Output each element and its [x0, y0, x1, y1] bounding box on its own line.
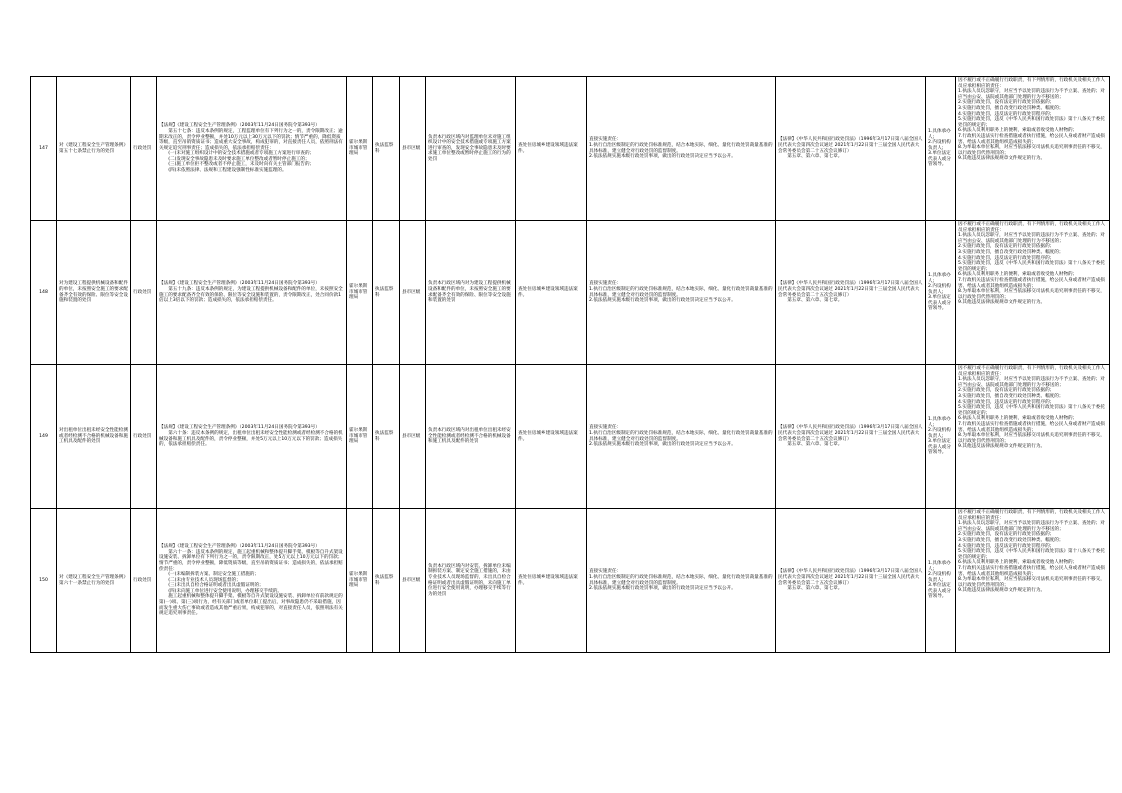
responsibility-items: 直接实施责任： 1.执行自治区级制定的行政处罚标准规范，结合本地实际，细化、量化行政处罚裁量基准的具体标准，建立健全对行政处罚的监督制度。 2.依法依规实施本级行政处罚事项，做出的行政处罚决定应当予以公开。 [587, 77, 776, 221]
item-category: 行政处罚 [131, 221, 157, 365]
legal-basis: 【法规】《建设工程安全生产管理条例》（2003年11月24日国务院令第393号） 第六十一条：违反本条例的规定，施工起重机械和整体提升脚手架、模板等自升式架设设施安装、拆卸单位有下列行为之一的，责令限期改正，处5万元以上10万元以下的罚款；情节严重的，责令停业整顿，降低资质等级，直至吊销资质证书；造成损失的，依法承担赔偿责任： (一)未编制拆装方案、制定安全施工措施的； (二)未由专业技术人员现场监督的； (三)未出具自检合格证明或者出具虚假证明的； (四)未向施工单位进行安全使用说明，办理移交手续的。 施工起重机械和整体提升脚手架、模板等自升式架设设施安装、拆卸单位有前款规定的第(一)项、第(三)项行为，经有关部门或者单位职工提出后，对事故隐患仍不采取措施，因而发生重大伤亡事故或者造成其他严重后果，构成犯罪的，对直接责任人员，依照刑法有关规定追究刑事责任。 [157, 509, 347, 653]
responsibility-subject: 查处住房城乡建设领域违法案件。 [516, 221, 587, 365]
row-index: 148 [31, 221, 57, 365]
table-row [31, 221, 1110, 365]
implementing-department: 霍尔果斯市城市管理局 [347, 77, 373, 221]
responsibility-links: 1.具体承办人; 2.内设机构负责人; 3.单位法定代表人或分管领导。 [926, 365, 956, 509]
table-row [31, 77, 1110, 221]
responsible-office: 执法监察科 [373, 365, 400, 509]
accountability-situations: 因不履行或不正确履行行政职责，有下列情形的，行政机关及相关工作人员应承担相应的责任： 1.执法人员玩忽职守，对应当予以处罚的违法行为不予立案、查处的；对应当由公安、法院或其他部门处理的行为不移送的； 2.实施行政处罚，没有法定的行政处罚依据的； 3.实施行政处罚，擅自改变行政处罚种类、幅度的； 4.实施行政处罚，违反法定的行政处罚程序的； 5.实施行政处罚，违反《中华人民共和国行政处罚法》第十八条关于委托处罚的规定的； 6.执法人员利用职务上的便利，索取或者收受他人财物的； 7.行政机关违法实行检查措施或者执行措施，给公民人身或者财产造成损害、给法人或者其他组织造成损失的； 8.为牟取本单位私利，对应当依法移交司法机关追究刑事责任的不移交，以行政处罚代替刑罚的； 9.其他违反法律法规规章文件规定的行为。 [956, 509, 1110, 653]
responsibility-items: 直接实施责任： 1.执行自治区级制定的行政处罚标准规范，结合本地实际，细化、量化行政处罚裁量基准的具体标准，建立健全对行政处罚的监督制度。 2.依法依规实施本级行政处罚事项，做出的行政处罚决定应当予以公开。 [587, 221, 776, 365]
item-name: 对出租单位出租未经安全性能检测或者经检测不合格的机械设备和施工机具及配件的处罚 [57, 365, 131, 509]
responsibility-subject: 查处住房城乡建设领域违法案件。 [516, 77, 587, 221]
responsibility-subject: 查处住房城乡建设领域违法案件。 [516, 509, 587, 653]
item-content: 负责本行政区域内对监理单位未对施工组织设计中的安全技术措施或专项施工方案进行审查的，发现安全事故隐患未及时要求施工单位整改或暂时停止施工的行为的处罚 [426, 77, 516, 221]
item-category: 行政处罚 [131, 509, 157, 653]
implementing-department: 霍尔果斯市城市管理局 [347, 221, 373, 365]
item-name: 对为建设工程提供机械设备和配件的单位，未按照安全施工的要求配备齐全有效的保险、限位等安全设施和装置的处罚 [57, 221, 131, 365]
responsibility-law-basis: 【法律】《中华人民共和国行政处罚法》（1996年3月17日第八届全国人民代表大会第四次会议通过 2021年1月22日第十三届全国人民代表大会常务委员会第二十五次会议修订） 第五章、第六章、第七章。 [776, 509, 926, 653]
responsibility-items: 直接实施责任： 1.执行自治区级制定的行政处罚标准规范，结合本地实际，细化、量化行政处罚裁量基准的具体标准，建立健全对行政处罚的监督制度。 2.依法依规实施本级行政处罚事项，做出的行政处罚决定应当予以公开。 [587, 509, 776, 653]
responsibility-law-basis: 【法律】《中华人民共和国行政处罚法》（1996年3月17日第八届全国人民代表大会第四次会议通过 2021年1月22日第十三届全国人民代表大会常务委员会第二十五次会议修订） 第五章、第六章、第七章。 [776, 221, 926, 365]
responsible-office: 执法监察科 [373, 509, 400, 653]
power-list-table [30, 76, 1110, 653]
table-row [31, 365, 1110, 509]
responsibility-links: 1.具体承办人; 2.内设机构负责人; 3.单位法定代表人或分管领导。 [926, 221, 956, 365]
responsibility-links: 1.具体承办人; 2.内设机构负责人; 3.单位法定代表人或分管领导。 [926, 509, 956, 653]
item-name: 对《建设工程安全生产管理条例》第五十七条禁止行为的处罚 [57, 77, 131, 221]
item-name: 对《建设工程安全生产管理条例》第六十一条禁止行为的处罚 [57, 509, 131, 653]
item-content: 负责本行政区域内对为建设工程提供机械设备和配件的单位，未按照安全施工的要求配备齐全有效的保险、限位等安全设施和装置的处罚 [426, 221, 516, 365]
row-index: 150 [31, 509, 57, 653]
exercise-level: 县市区级 [400, 365, 426, 509]
exercise-level: 县市区级 [400, 221, 426, 365]
accountability-situations: 因不履行或不正确履行行政职责，有下列情形的，行政机关及相关工作人员应承担相应的责任： 1.执法人员玩忽职守，对应当予以处罚的违法行为不予立案、查处的；对应当由公安、法院或其他部门处理的行为不移送的； 2.实施行政处罚，没有法定的行政处罚依据的； 3.实施行政处罚，擅自改变行政处罚种类、幅度的； 4.实施行政处罚，违反法定的行政处罚程序的； 5.实施行政处罚，违反《中华人民共和国行政处罚法》第十八条关于委托处罚的规定的； 6.执法人员利用职务上的便利，索取或者收受他人财物的； 7.行政机关违法实行检查措施或者执行措施，给公民人身或者财产造成损害、给法人或者其他组织造成损失的； 8.为牟取本单位私利，对应当依法移交司法机关追究刑事责任的不移交，以行政处罚代替刑罚的； 9.其他违反法律法规规章文件规定的行为。 [956, 77, 1110, 221]
exercise-level: 县市区级 [400, 77, 426, 221]
responsible-office: 执法监察科 [373, 77, 400, 221]
responsibility-law-basis: 【法律】《中华人民共和国行政处罚法》（1996年3月17日第八届全国人民代表大会第四次会议通过 2021年1月22日第十三届全国人民代表大会常务委员会第二十五次会议修订） 第五章、第六章、第七章。 [776, 365, 926, 509]
exercise-level: 县市区级 [400, 509, 426, 653]
responsibility-subject: 查处住房城乡建设领域违法案件。 [516, 365, 587, 509]
row-index: 147 [31, 77, 57, 221]
implementing-department: 霍尔果斯市城市管理局 [347, 365, 373, 509]
accountability-situations: 因不履行或不正确履行行政职责，有下列情形的，行政机关及相关工作人员应承担相应的责任： 1.执法人员玩忽职守，对应当予以处罚的违法行为不予立案、查处的；对应当由公安、法院或其他部门处理的行为不移送的； 2.实施行政处罚，没有法定的行政处罚依据的； 3.实施行政处罚，擅自改变行政处罚种类、幅度的； 4.实施行政处罚，违反法定的行政处罚程序的； 5.实施行政处罚，违反《中华人民共和国行政处罚法》第十八条关于委托处罚的规定的； 6.执法人员利用职务上的便利，索取或者收受他人财物的； 7.行政机关违法实行检查措施或者执行措施，给公民人身或者财产造成损害、给法人或者其他组织造成损失的； 8.为牟取本单位私利，对应当依法移交司法机关追究刑事责任的不移交，以行政处罚代替刑罚的； 9.其他违反法律法规规章文件规定的行为。 [956, 365, 1110, 509]
row-index: 149 [31, 365, 57, 509]
item-category: 行政处罚 [131, 77, 157, 221]
table-row [31, 509, 1110, 653]
item-content: 负责本行政区域内对出租单位出租未经安全性能检测或者经检测不合格的机械设备和施工机具及配件的处罚 [426, 365, 516, 509]
accountability-situations: 因不履行或不正确履行行政职责，有下列情形的，行政机关及相关工作人员应承担相应的责任： 1.执法人员玩忽职守，对应当予以处罚的违法行为不予立案、查处的；对应当由公安、法院或其他部门处理的行为不移送的； 2.实施行政处罚，没有法定的行政处罚依据的； 3.实施行政处罚，擅自改变行政处罚种类、幅度的； 4.实施行政处罚，违反法定的行政处罚程序的； 5.实施行政处罚，违反《中华人民共和国行政处罚法》第十八条关于委托处罚的规定的； 6.执法人员利用职务上的便利，索取或者收受他人财物的； 7.行政机关违法实行检查措施或者执行措施，给公民人身或者财产造成损害、给法人或者其他组织造成损失的； 8.为牟取本单位私利，对应当依法移交司法机关追究刑事责任的不移交，以行政处罚代替刑罚的； 9.其他违反法律法规规章文件规定的行为。 [956, 221, 1110, 365]
item-content: 负责本行政区域内对安装、拆卸单位未编制拆装方案、制定安全施工措施的，未由专业技术人员现场监督的，未出具自检合格证明或者出具虚假证明的，未向施工单位进行安全使用说明，办理移交手续等行为的处罚 [426, 509, 516, 653]
responsibility-links: 1.具体承办人; 2.内设机构负责人; 3.单位法定代表人或分管领导。 [926, 77, 956, 221]
legal-basis: 【法规】《建设工程安全生产管理条例》（2003年11月24日国务院令第393号） 第五十九条：违反本条例的规定，为建设工程提供机械设备和配件的单位，未按照安全施工的要求配备齐全有效的保险、限位等安全设施和装置的，责令限期改正，处合同价款1倍以上3倍以下的罚款；造成损失的，依法承担赔偿责任。 [157, 221, 347, 365]
legal-basis: 【法规】《建设工程安全生产管理条例》（2003年11月24日国务院令第393号） 第六十条：违反本条例的规定，出租单位出租未经安全性能检测或者经检测不合格的机械设备和施工机具及配件的，责令停业整顿，并处5万元以上10万元以下的罚款；造成损失的，依法承担赔偿责任。 [157, 365, 347, 509]
legal-basis: 【法规】《建设工程安全生产管理条例》（2003年11月24日国务院令第393号） 第五十七条：违反本条例的规定，工程监理单位有下列行为之一的，责令限期改正；逾期未改正的，责令停业整顿，并处10万元以上30万元以下的罚款；情节严重的，降低资质等级，直至吊销资质证书；造成重大安全事故，构成犯罪的，对直接责任人员，依照刑法有关规定追究刑事责任；造成损失的，依法承担赔偿责任： (一)未对施工组织设计中的安全技术措施或者专项施工方案进行审查的； (二)发现安全事故隐患未及时要求施工单位整改或者暂时停止施工的； (三)施工单位拒不整改或者不停止施工，未及时向有关主管部门报告的； (四)未依照法律、法规和工程建设强制性标准实施监理的。 [157, 77, 347, 221]
responsibility-items: 直接实施责任： 1.执行自治区级制定的行政处罚标准规范，结合本地实际，细化、量化行政处罚裁量基准的具体标准，建立健全对行政处罚的监督制度。 2.依法依规实施本级行政处罚事项，做出的行政处罚决定应当予以公开。 [587, 365, 776, 509]
responsibility-law-basis: 【法律】《中华人民共和国行政处罚法》（1996年3月17日第八届全国人民代表大会第四次会议通过 2021年1月22日第十三届全国人民代表大会常务委员会第二十五次会议修订） 第五章、第六章、第七章。 [776, 77, 926, 221]
responsible-office: 执法监察科 [373, 221, 400, 365]
implementing-department: 霍尔果斯市城市管理局 [347, 509, 373, 653]
item-category: 行政处罚 [131, 365, 157, 509]
